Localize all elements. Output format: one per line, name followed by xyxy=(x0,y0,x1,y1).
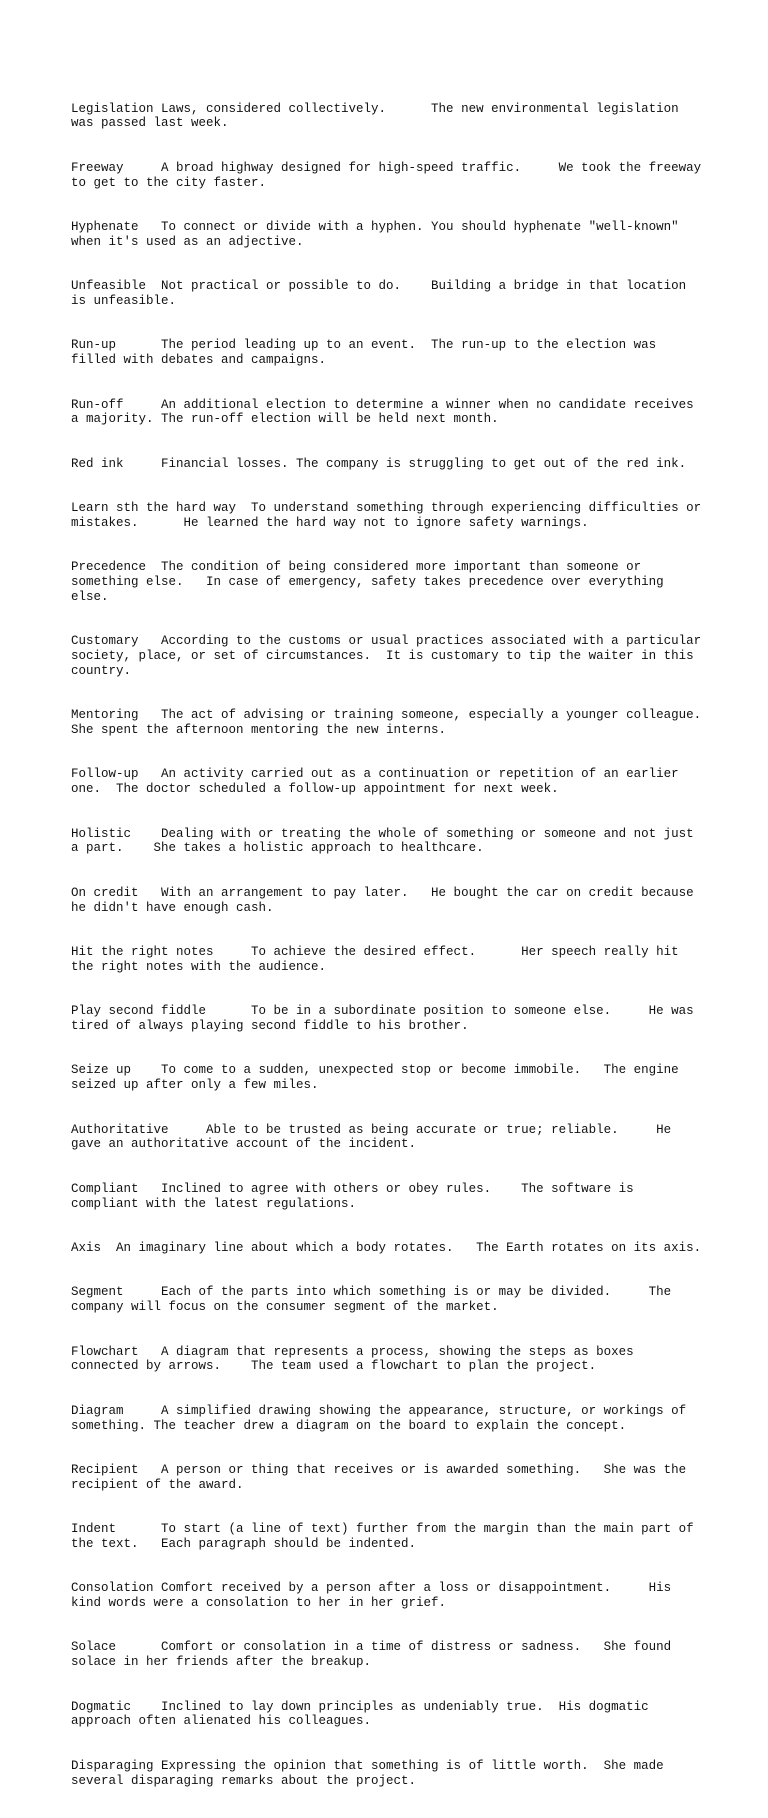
vocab-entry: Hyphenate To connect or divide with a hyphen. You should hyphenate "well-known" when it's used as an adjective. xyxy=(71,219,687,249)
vocab-entry: Run-up The period leading up to an event. The run-up to the election was filled with debates and campaigns. xyxy=(71,338,664,368)
vocab-entry: Mentoring The act of advising or training someone, especially a younger colleague. She spent the afternoon mentoring the new interns. xyxy=(71,708,717,738)
vocab-entry: Customary According to the customs or usual practices associated with a particular society, place, or set of circumstances. It is customary to tip the waiter in this country. xyxy=(71,634,709,678)
vocab-entry: Consolation Comfort received by a person after a loss or disappointment. His kind words were a consolation to her in her grief. xyxy=(71,1581,679,1611)
vocab-entry: Axis An imaginary line about which a body rotates. The Earth rotates on its axis. xyxy=(71,1240,702,1255)
vocab-entry: Holistic Dealing with or treating the whole of something or someone and not just a part. She takes a holistic approach to healthcare. xyxy=(71,826,702,856)
vocab-entry: Hit the right notes To achieve the desired effect. Her speech really hit the right notes with the audience. xyxy=(71,945,687,974)
vocab-entry: Compliant Inclined to agree with others or obey rules. The software is compliant with the latest regulations. xyxy=(71,1181,642,1211)
vocab-entry: Learn sth the hard way To understand something through experiencing difficulties or mistakes. He learned the hard way not to ignore safety warnings. xyxy=(71,501,709,530)
vocab-entry: Segment Each of the parts into which something is or may be divided. The company will focus on the consumer segment of the market. xyxy=(71,1285,679,1315)
vocab-entry: Freeway A broad highway designed for high-speed traffic. We took the freeway to get to the city faster. xyxy=(71,160,709,190)
vocab-entry: Solace Comfort or consolation in a time of distress or sadness. She found solace in her friends after the breakup. xyxy=(71,1640,679,1670)
vocab-entry: On credit With an arrangement to pay later. He bought the car on credit because he didn't have enough cash. xyxy=(71,885,702,915)
vocab-entry: Recipient A person or thing that receives or is awarded something. She was the recipient of the award. xyxy=(71,1462,694,1492)
vocab-entry: Red ink Financial losses. The company is struggling to get out of the red ink. xyxy=(71,456,687,471)
document-page xyxy=(71,72,717,1818)
vocab-entry: Seize up To come to a sudden, unexpected stop or become immobile. The engine seized up after only a few miles. xyxy=(71,1063,687,1093)
vocab-entry: Play second fiddle To be in a subordinate position to someone else. He was tired of always playing second fiddle to his brother. xyxy=(71,1004,702,1033)
vocab-entry: Diagram A simplified drawing showing the appearance, structure, or workings of something. The teacher drew a diagram on the board to explain the concept. xyxy=(71,1403,694,1433)
vocab-entry: Dogmatic Inclined to lay down principles as undeniably true. His dogmatic approach often alienated his colleagues. xyxy=(71,1699,657,1729)
vocab-entry: Unfeasible Not practical or possible to do. Building a bridge in that location is unfeasible. xyxy=(71,279,694,308)
vocab-entry: Disparaging Expressing the opinion that something is of little worth. She made several disparaging remarks about the project. xyxy=(71,1758,672,1788)
vocab-entry: Authoritative Able to be trusted as being accurate or true; reliable. He gave an authoritative account of the incident. xyxy=(71,1122,679,1152)
vocab-entry: Run-off An additional election to determine a winner when no candidate receives a majority. The run-off election will be held next month. xyxy=(71,397,702,427)
vocab-entry: Follow-up An activity carried out as a continuation or repetition of an earlier one. The doctor scheduled a follow-up appointment for next week. xyxy=(71,767,687,797)
vocab-entry: Flowchart A diagram that represents a process, showing the steps as boxes connected by arrows. The team used a flowchart to plan the project. xyxy=(71,1344,642,1374)
vocabulary-list xyxy=(71,72,717,1818)
vocab-entry: Precedence The condition of being considered more important than someone or something else. In case of emergency, safety takes precedence over everything else. xyxy=(71,560,672,604)
vocab-entry: Indent To start (a line of text) further from the margin than the main part of the text. Each paragraph should be indented. xyxy=(71,1522,702,1551)
vocab-entry: Legislation Laws, considered collectively. The new environmental legislation was passed last week. xyxy=(71,101,687,131)
